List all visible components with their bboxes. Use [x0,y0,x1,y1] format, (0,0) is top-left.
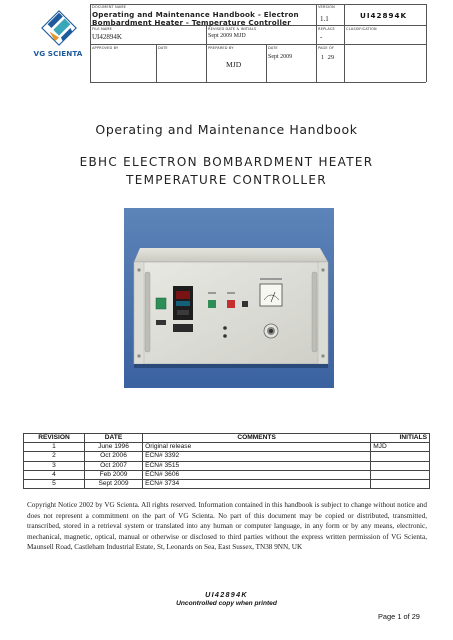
prepared-by-label: PREPARED BY [208,46,234,50]
footer-doc-id: UI42894K [205,590,248,599]
initials-cell [371,470,430,479]
classification-label: CLASSIFICATION [346,27,377,31]
replace-label: REPLACE [318,27,335,31]
column-header-initials: INITIALS [371,434,430,443]
subtitle-line2: TEMPERATURE CONTROLLER [126,173,327,187]
version-value: 1.1 [320,15,329,23]
revision-cell: 1 [24,443,85,452]
table-row [24,443,430,452]
prepared-date-value: Sept 2009 [268,54,293,60]
page-of-label: PAGE OF [318,46,335,50]
copyright-notice: Copyright Notice 2002 by VG Scienta. All rights reserved. Information contained in this handbook is subject to change without notice and does not represent a commitment on the part of VG Scienta. No part of this document may be copied or distributed, transmitted, transcribed, stored in a retrieval system or translated into any human or computer language, in any form or by any means, electronic, mechanical, magnetic, optical, manual or otherwise or disclosed to third parties without the express written permission of VG Scienta, Maunsell Road, Castleham Industrial Estate, St, Leonards on Sea, East Sussex, TN38 9NN, UK [27,501,427,552]
replace-value: - [320,33,323,41]
date-cell: Oct 2007 [84,461,142,470]
revised-label: REVISED DATE & INITIALS [208,27,257,31]
column-header-revision: REVISION [24,434,85,443]
subtitle-line1: EBHC ELECTRON BOMBARDMENT HEATER [79,155,374,169]
page-number: Page 1 of 29 [378,612,420,621]
date-cell: Feb 2009 [84,470,142,479]
footer-note: Uncontrolled copy when printed [176,600,277,607]
revision-cell: 3 [24,461,85,470]
table-row [24,479,430,488]
comments-cell: ECN# 3392 [143,452,371,461]
comments-cell: Original release [143,443,371,452]
file-name-label: FILE NAME [92,27,112,31]
comments-cell: ECN# 3606 [143,470,371,479]
table-row [24,470,430,479]
column-header-date: DATE [84,434,142,443]
logo-text: VG SCIENTA [33,49,83,58]
initials-cell [371,461,430,470]
date-cell: Sept 2009 [84,479,142,488]
page-subtitle [0,153,453,189]
document-name-label: DOCUMENT NAME [92,5,126,9]
table-header-row [24,434,430,443]
revision-cell: 4 [24,470,85,479]
initials-cell [371,479,430,488]
revision-cell: 2 [24,452,85,461]
date-cell: June 1996 [84,443,142,452]
doc-id: UI42894K [360,11,408,20]
document-header [26,4,426,82]
comments-cell: ECN# 3734 [143,479,371,488]
table-row [24,461,430,470]
column-header-comments: COMMENTS [143,434,371,443]
page-of-value: 1 29 [321,54,335,61]
page-title: Operating and Maintenance Handbook [95,122,358,137]
document-name-line2: Bombardment Heater - Temperature Controller [92,18,291,27]
initials-cell [371,452,430,461]
initials-cell: MJD [371,443,430,452]
approved-date-label: DATE [158,46,168,50]
file-name-value: UI42894K [92,33,122,41]
prepared-by-value: MJD [226,60,242,69]
table-row [24,452,430,461]
revision-cell: 5 [24,479,85,488]
document-name-line1: Operating and Maintenance Handbook - Electron [92,10,299,19]
comments-cell: ECN# 3515 [143,461,371,470]
version-label: VERSION [318,5,335,9]
vg-scienta-logo-icon [40,9,78,47]
controller-photo [124,208,334,388]
prepared-date-label: DATE [268,46,278,50]
revision-table [23,433,430,489]
approved-by-label: APPROVED BY [92,46,119,50]
date-cell: Oct 2006 [84,452,142,461]
revised-value: Sept 2009 MJD [208,33,246,39]
